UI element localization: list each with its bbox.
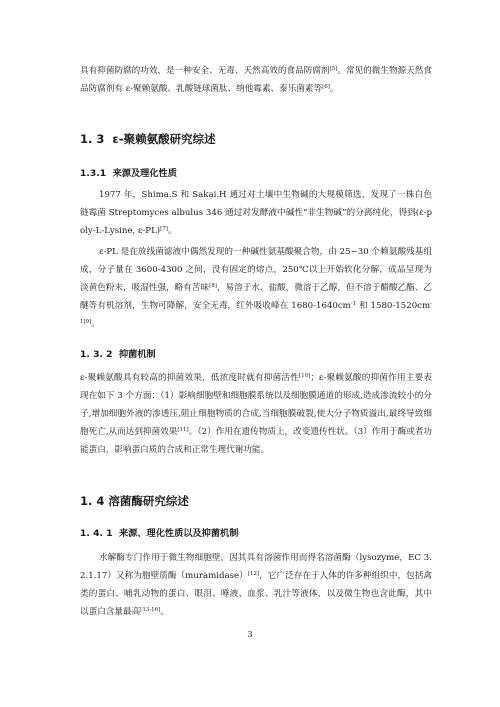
citation: [13-16] [140,607,161,613]
section-heading-1-4 [80,493,189,509]
section-number: 1. 4. 1 [80,528,113,539]
section-title: 抑菌机制 [118,349,156,360]
citation: [11] [177,427,189,433]
text-run: ，它广泛存在于人体的许多种组织中，包括禽类的蛋白、哺乳动物的蛋白、眼泪、唾液、血浆、乳汁等液体，以及微生物也含此酶，其中以蛋白含量最高 [80,571,432,617]
text-run: ，易溶于水、盐酸，微溶于乙醇，但不溶于醋酸乙酯、乙醚等有机溶剂，生物可降解，安全无毒，红外吸收峰在 1680-1640cm [80,283,432,311]
text-run: 和 1580-1520cm [356,301,431,311]
unit-exponent: -1 [80,301,432,325]
section-number: 1. 3. 2 [80,349,113,360]
text-run: 。常见的微生物源天然食品防腐剂有 ε-聚赖氨酸、乳酸链球菌肽、纳他霉素、泰乐菌素等 [80,66,432,94]
section-title: 来源及理化性质 [112,168,177,179]
text-run: ε-PL 是在放线菌滤液中偶然发现的一种碱性氨基酸聚合物，由 25~30 个赖氨酸残基组成，分子量在 3600-4300 之间，没有固定的熔点，250℃以上开始软化分解，成品呈现为淡黄色粉末，吸湿性强，略有苦味 [80,247,432,293]
text-run: 。 [167,226,177,236]
unit-exponent: -1 [350,301,357,307]
section-number: 1. 3 [80,132,105,146]
citation: [10] [299,373,311,379]
text-run: 1977 年，Shima.S 和 Sakai.H 通过对土壤中生物碱的大规模筛选，发现了一株白色链霉菌 Streptomyces albulus 346 通过对发酵液中碱性“非生物碱”的分离纯化，得到(ε-poly-L-Lysine, ε-PL) [80,190,432,236]
section-title: ε-聚赖氨酸研究综述 [112,132,216,146]
page-number: 3 [247,630,253,639]
citation: [6] [322,84,330,90]
paragraph-intro [80,62,432,98]
text-run: 。 [160,607,169,617]
text-run: ；ε-聚赖氨酸的抑菌作用主要表现在如下 3 个方面：（1）影响细胞壁和细胞膜系统以及细胞膜通道的形成,造成渗流较小的分子,增加细胞外液的渗透压,阻止细胞物质的合成,当细胞膜破裂,使大分子物质溢出,最终导致细胞死亡,从而达到抑菌效果 [80,373,433,437]
text-run: ε-聚赖氨酸具有较高的抑菌效果，低浓度时就有抑菌活性 [80,373,300,383]
citation: [8] [209,283,217,289]
text-run: 具有抑菌防腐的功效，是一种安全、无毒、天然高效的食品防腐剂 [80,66,330,76]
section-heading-1-3-2 [80,346,156,360]
section-heading-1-3 [80,131,216,147]
paragraph-properties [80,243,432,333]
section-number: 1.3.1 [80,168,107,179]
paragraph-mechanism [80,369,432,459]
section-title: 来源、理化性质以及抑菌机制 [118,528,239,539]
citation: [9] [83,319,92,325]
text-run: 。（2）作用在遗传物质上，改变遗传性状。（3）作用于酶或者功能蛋白，影响蛋白质的合成和正常生理代谢功能。 [80,427,432,455]
text-run: 。 [329,84,339,94]
text-run: 。 [91,319,100,329]
paragraph-lysozyme [80,549,432,621]
section-number: 1. 4 [80,494,105,508]
citation: [7] [160,226,168,232]
section-heading-1-4-1 [80,525,238,539]
citation: [12] [247,571,260,577]
text-run: 水解酶专门作用于微生物细胞壁，因其具有溶菌作用而得名溶菌酶（lysozyme，EC 3.2.1.17）又称为胞壁质酶（muramidase） [80,553,432,581]
paragraph-origin [80,186,432,240]
citation: [5] [329,66,338,72]
section-title: 溶菌酶研究综述 [108,494,189,508]
section-heading-1-3-1 [80,165,177,179]
